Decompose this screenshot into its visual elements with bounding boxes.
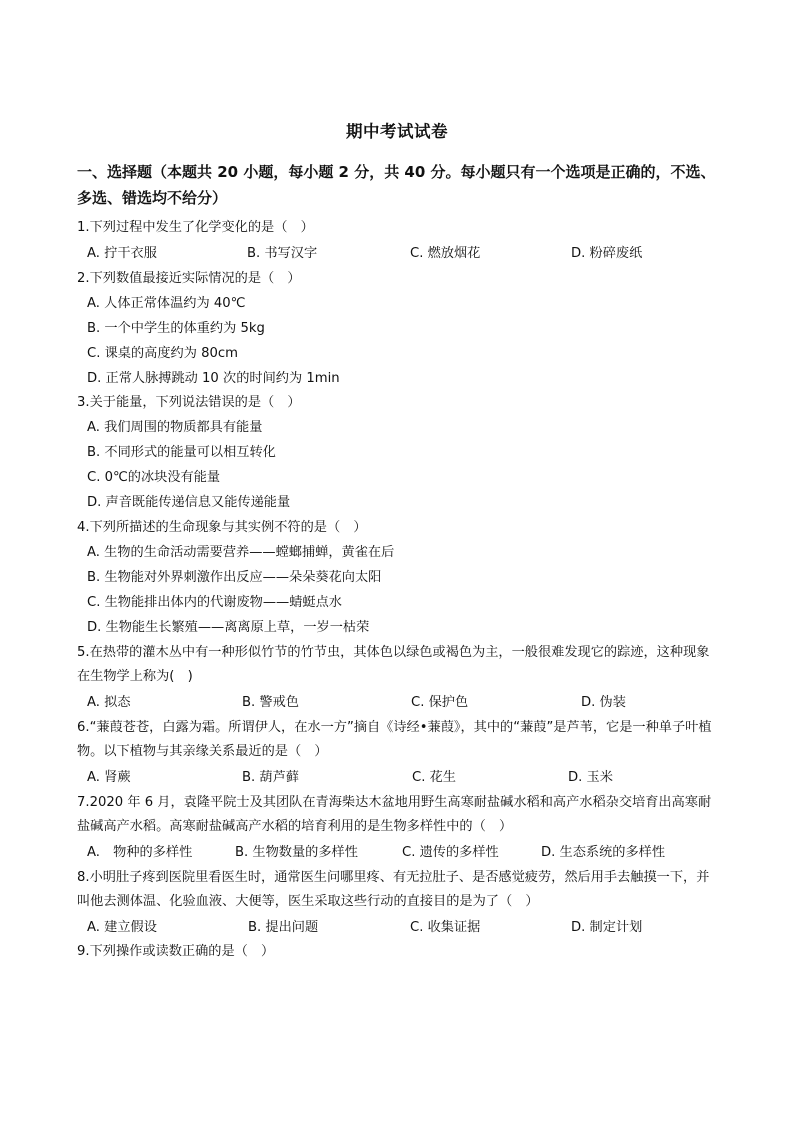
section-heading: 一、选择题（本题共 20 小题，每小题 2 分，共 40 分。每小题只有一个选项是正确的，不选、多选、错选均不给分）	[77, 163, 716, 207]
question-4-stem: 4.下列所描述的生命现象与其实例不符的是（ ）	[77, 520, 367, 535]
question-8-option-c: C. 收集证据	[410, 920, 481, 935]
question-7-option-a: A. 物种的多样性	[87, 845, 193, 860]
question-8-stem: 8.小明肚子疼到医院里看医生时，通常医生问哪里疼、有无拉肚子、是否感觉疲劳，然后用手去触摸一下，并叫他去测体温、化验血液、大便等，医生采取这些行动的直接目的是为了（ ）	[77, 870, 710, 909]
question-5-stem: 5.在热带的灌木丛中有一种形似竹节的竹节虫，其体色以绿色或褐色为主，一般很难发现它的踪迹，这种现象在生物学上称为( )	[77, 645, 710, 684]
question-5-option-a: A. 拟态	[87, 695, 131, 710]
question-5-option-d: D. 伪装	[581, 695, 626, 710]
question-6-option-a: A. 肾蕨	[87, 770, 131, 785]
question-4-option-c: C. 生物能排出体内的代谢废物——蜻蜓点水	[87, 595, 342, 610]
question-2-option-c: C. 课桌的高度约为 80cm	[87, 346, 238, 361]
question-4-option-a: A. 生物的生命活动需要营养——螳螂捕蝉，黄雀在后	[87, 545, 395, 560]
question-5-option-c: C. 保护色	[411, 695, 469, 710]
question-7-option-d: D. 生态系统的多样性	[541, 845, 666, 860]
question-6-option-d: D. 玉米	[568, 770, 613, 785]
question-3-option-b: B. 不同形式的能量可以相互转化	[87, 445, 276, 460]
question-7-option-b: B. 生物数量的多样性	[235, 845, 358, 860]
question-4-option-d: D. 生物能生长繁殖——离离原上草，一岁一枯荣	[87, 620, 370, 635]
question-2-option-b: B. 一个中学生的体重约为 5kg	[87, 321, 265, 336]
question-8-option-a: A. 建立假设	[87, 920, 157, 935]
question-9-stem: 9.下列操作或读数正确的是（ ）	[77, 944, 275, 959]
question-1-option-a: A. 拧干衣服	[87, 246, 157, 261]
question-1-option-c: C. 燃放烟花	[410, 246, 481, 261]
question-5-option-b: B. 警戒色	[242, 695, 299, 710]
question-3-option-a: A. 我们周围的物质都具有能量	[87, 420, 263, 435]
question-3-option-d: D. 声音既能传递信息又能传递能量	[87, 495, 291, 510]
question-6-option-c: C. 花生	[412, 770, 456, 785]
question-2-stem: 2.下列数值最接近实际情况的是（ ）	[77, 271, 301, 286]
question-6-stem: 6.“蒹葭苍苍，白露为霜。所谓伊人，在水一方”摘自《诗经•蒹葭》，其中的“蒹葭”是芦苇，它是一种单子叶植物。以下植物与其亲缘关系最近的是（ ）	[77, 720, 712, 759]
question-1-option-d: D. 粉碎废纸	[571, 246, 643, 261]
question-6-option-b: B. 葫芦藓	[242, 770, 299, 785]
question-4-option-b: B. 生物能对外界刺激作出反应——朵朵葵花向太阳	[87, 570, 382, 585]
question-7-option-c: C. 遗传的多样性	[402, 845, 499, 860]
question-3-stem: 3.关于能量，下列说法错误的是（ ）	[77, 395, 301, 410]
question-7-stem: 7.2020 年 6 月，袁隆平院士及其团队在青海柴达木盆地用野生高寒耐盐碱水稻和高产水稻杂交培育出高寒耐盐碱高产水稻。高寒耐盐碱高产水稻的培育利用的是生物多样性中的（ ）	[77, 795, 712, 834]
question-2-option-a: A. 人体正常体温约为 40℃	[87, 296, 246, 311]
question-3-option-c: C. 0℃的冰块没有能量	[87, 470, 221, 485]
question-8-option-d: D. 制定计划	[571, 920, 643, 935]
question-1-option-b: B. 书写汉字	[247, 246, 318, 261]
question-1-stem: 1.下列过程中发生了化学变化的是（ ）	[77, 220, 314, 235]
question-2-option-d: D. 正常人脉搏跳动 10 次的时间约为 1min	[87, 371, 340, 386]
page-title: 期中考试试卷	[346, 122, 448, 141]
question-8-option-b: B. 提出问题	[248, 920, 319, 935]
